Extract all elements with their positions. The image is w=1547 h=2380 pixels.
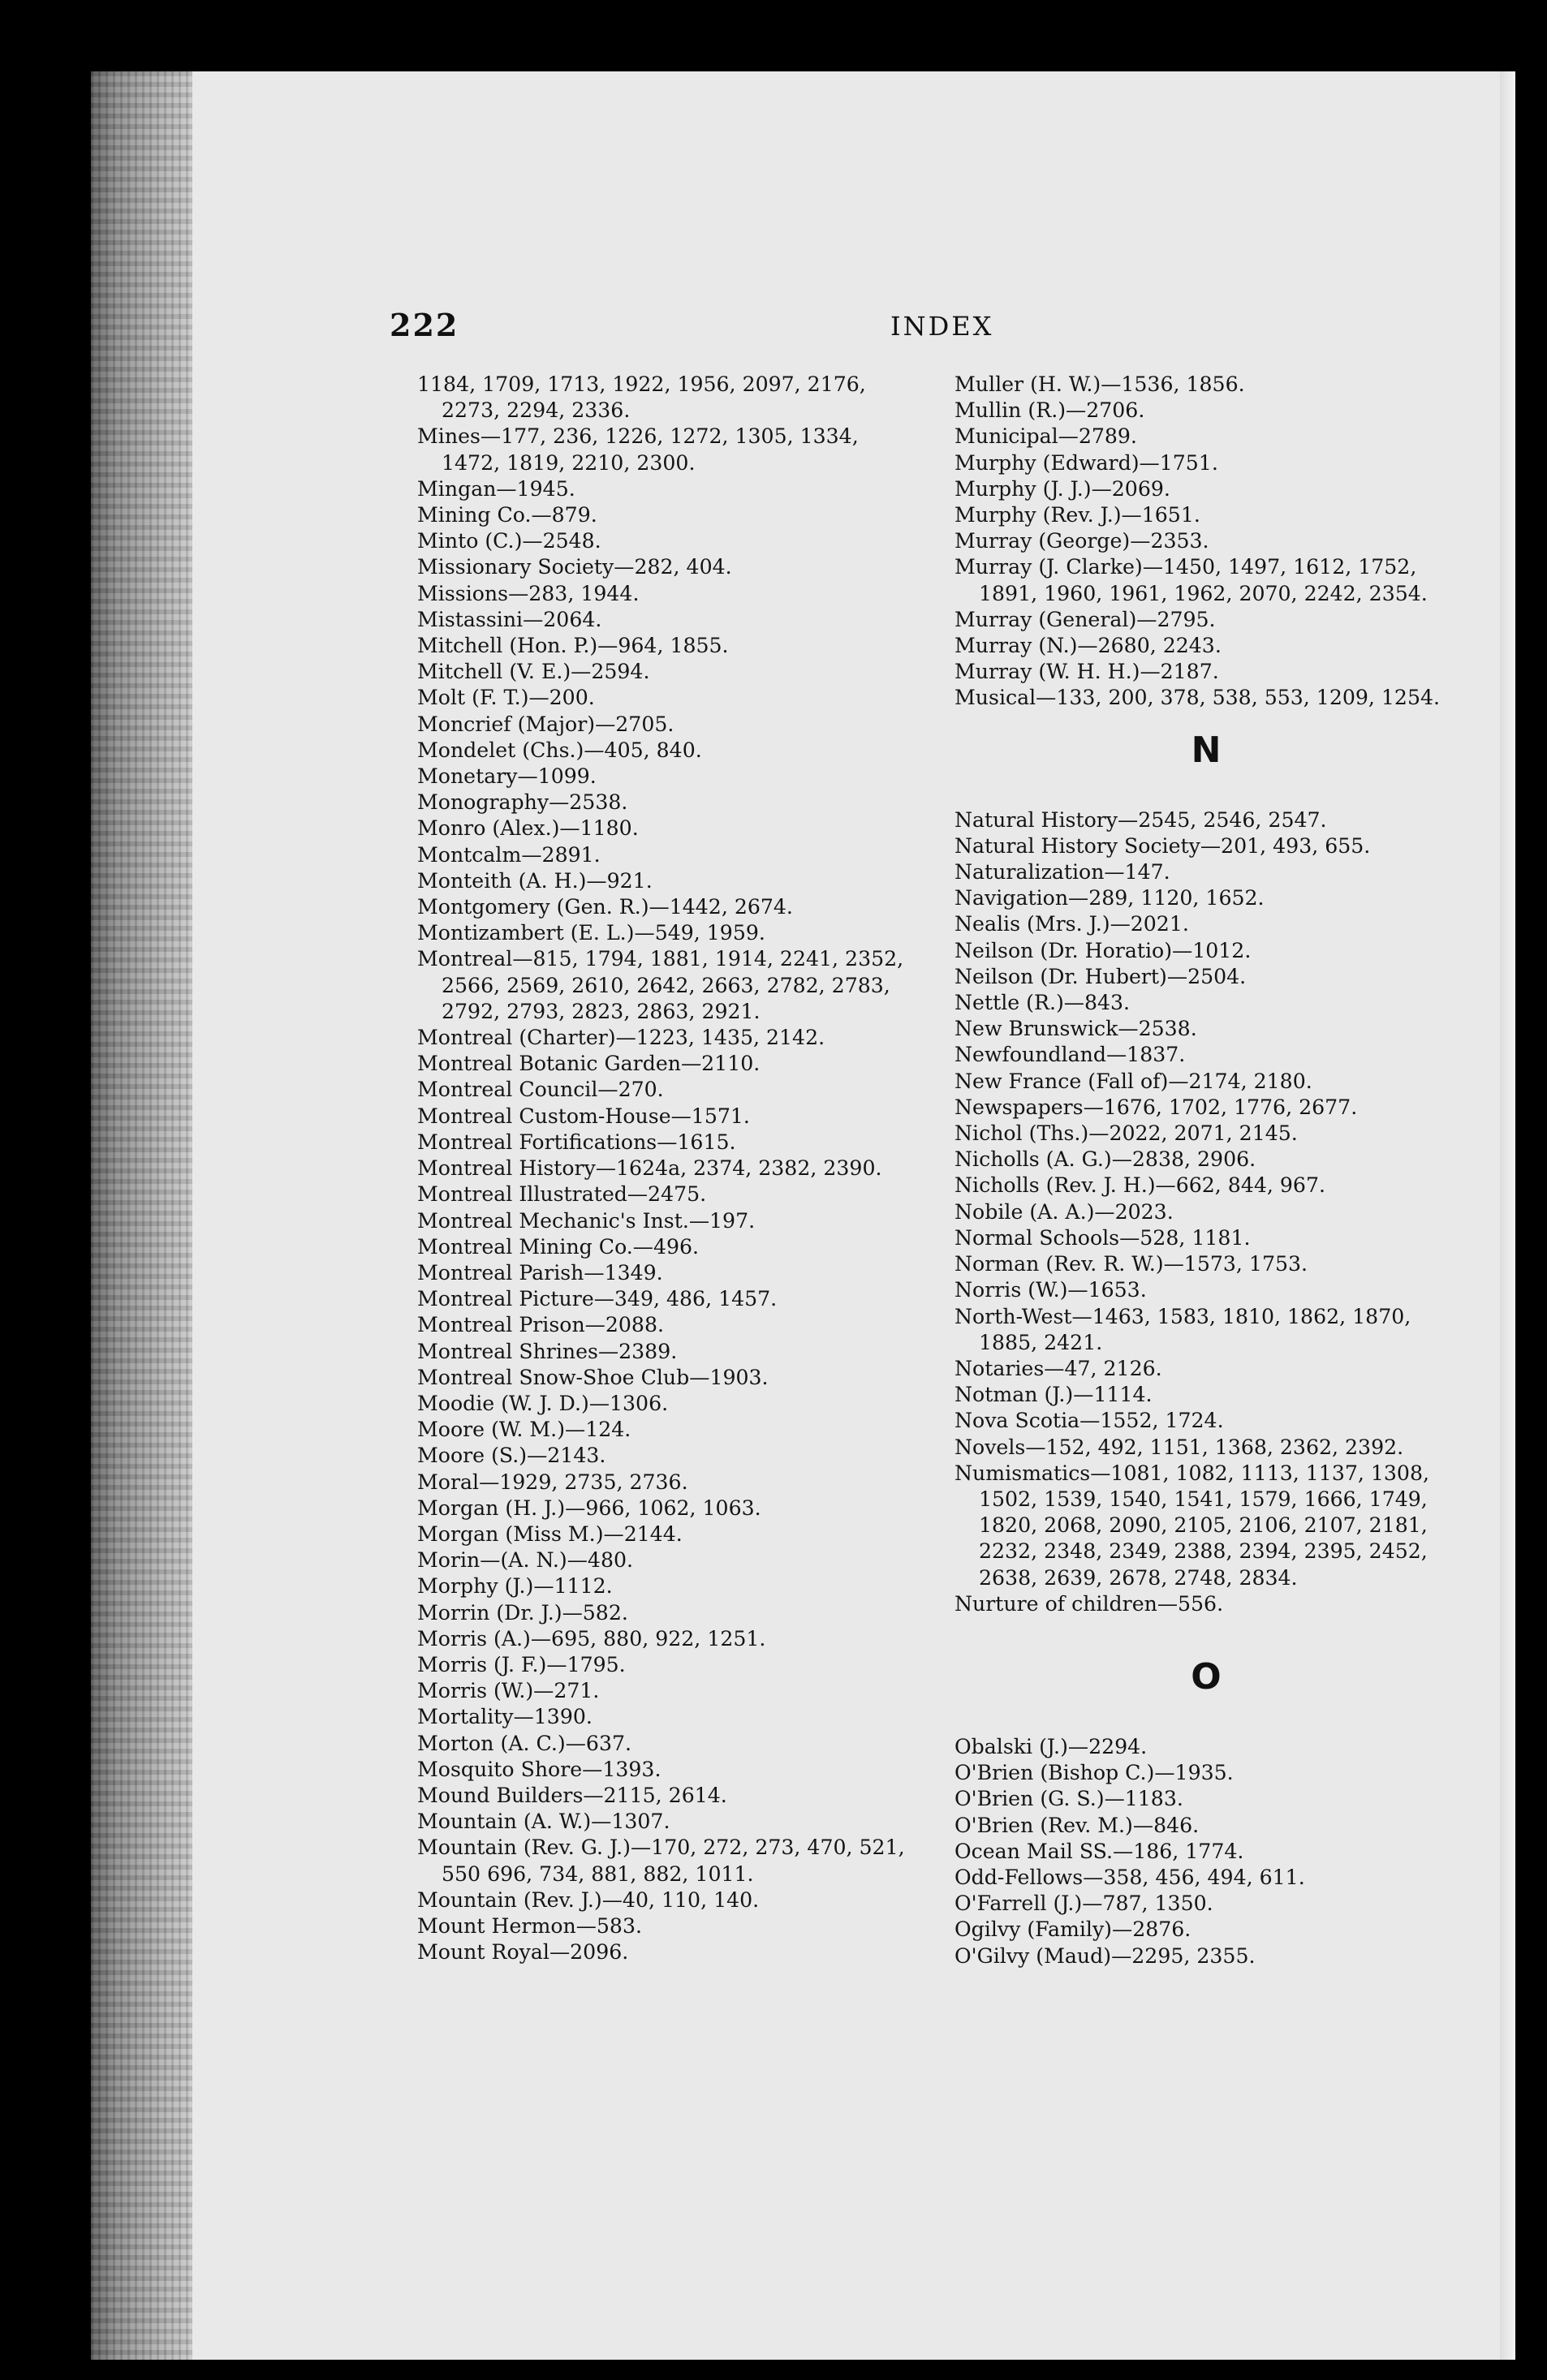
index-entry: Notaries—47, 2126. [954,1356,1162,1380]
index-entry: Obalski (J.)—2294. [954,1734,1148,1758]
index-entry: Montreal—815, 1794, 1881, 1914, 2241, 2352, 2566, 2569, 2610, 2642, 2663, 2782, 2783, 2792, 2793, 2823, 2863, 2921. [417,947,904,1023]
index-entry: Nettle (R.)—843. [954,991,1131,1015]
index-entry: Montreal Parish—1349. [417,1260,663,1285]
index-entry: Mines—177, 236, 1226, 1272, 1305, 1334, 1472, 1819, 2210, 2300. [417,424,859,475]
index-entry: Monetary—1099. [417,764,597,789]
index-entry: Morphy (J.)—1112. [417,1574,613,1599]
index-entry: Montreal Snow-Shoe Club—1903. [417,1365,769,1389]
page-number: 222 [390,307,459,343]
index-entry: Murphy (Rev. J.)—1651. [954,503,1200,527]
index-column-left [417,372,912,1965]
index-entry: Ocean Mail SS.—186, 1774. [954,1839,1244,1863]
index-entry: Odd-Fellows—358, 456, 494, 611. [954,1865,1305,1889]
index-entry: Mosquito Shore—1393. [417,1757,661,1781]
index-entry: Moore (W. M.)—124. [417,1418,631,1442]
index-entry: Newspapers—1676, 1702, 1776, 2677. [954,1095,1358,1119]
index-entry: Morris (J. F.)—1795. [417,1652,626,1676]
index-entry: Montreal Custom-House—1571. [417,1104,750,1128]
index-entry: Mount Hermon—583. [417,1913,642,1938]
section-n-entries [954,807,1458,1617]
index-entry: Murphy (Edward)—1751. [954,450,1218,475]
index-entry: Mondelet (Chs.)—405, 840. [417,738,702,762]
index-entry: Molt (F. T.)—200. [417,686,595,710]
index-entry: Moncrief (Major)—2705. [417,712,674,736]
index-entry: Mountain (A. W.)—1307. [417,1810,670,1834]
index-entry: Missions—283, 1944. [417,581,640,605]
index-entry: Moral—1929, 2735, 2736. [417,1470,688,1494]
index-entry: Nova Scotia—1552, 1724. [954,1409,1224,1433]
index-entry: Murray (W. H. H.)—2187. [954,660,1219,684]
index-entry: Montreal Mechanic's Inst.—197. [417,1208,756,1233]
index-entry: Mining Co.—879. [417,503,597,527]
index-entry: Novels—152, 492, 1151, 1368, 2362, 2392. [954,1435,1404,1459]
index-entry: Montreal Illustrated—2475. [417,1182,707,1207]
index-entry: Montcalm—2891. [417,842,601,867]
index-entry: Montreal Prison—2088. [417,1313,664,1337]
index-entry: Natural History—2545, 2546, 2547. [954,807,1327,832]
index-entry: Montreal Council—270. [417,1078,664,1102]
index-entry: Normal Schools—528, 1181. [954,1225,1251,1250]
index-entry: Mortality—1390. [417,1705,593,1729]
index-entry: Montizambert (E. L.)—549, 1959. [417,921,765,945]
index-entry: Nealis (Mrs. J.)—2021. [954,912,1189,936]
index-entry: Notman (J.)—1114. [954,1383,1153,1407]
index-entry: Morris (A.)—695, 880, 922, 1251. [417,1626,766,1651]
page-edge [1500,71,1515,2360]
index-entry: Muller (H. W.)—1536, 1856. [954,372,1245,396]
index-entry: Montreal Shrines—2389. [417,1339,678,1363]
index-entry: Morton (A. C.)—637. [417,1731,632,1755]
index-entry: Monro (Alex.)—1180. [417,816,639,841]
index-entry: New France (Fall of)—2174, 2180. [954,1069,1312,1093]
index-entry: Montreal Fortifications—1615. [417,1130,736,1154]
index-entry: O'Farrell (J.)—787, 1350. [954,1892,1213,1916]
index-entry: Mistassini—2064. [417,607,602,631]
index-entry: Mitchell (Hon. P.)—964, 1855. [417,634,729,658]
index-entry: Norris (W.)—1653. [954,1278,1147,1302]
index-entry: Murray (N.)—2680, 2243. [954,634,1222,658]
index-entry: Newfoundland—1837. [954,1043,1186,1067]
index-entry: Murphy (J. J.)—2069. [954,476,1170,501]
index-entry: Montreal History—1624a, 2374, 2382, 2390. [417,1156,882,1181]
index-entry: Morgan (H. J.)—966, 1062, 1063. [417,1496,761,1520]
section-letter-n: N [1191,729,1222,771]
right-entries [954,372,1458,712]
index-entry: Mitchell (V. E.)—2594. [417,660,650,684]
index-column-right [954,372,1458,1969]
index-entry: Municipal—2789. [954,424,1137,449]
index-entry: Montreal (Charter)—1223, 1435, 2142. [417,1026,825,1050]
index-entry: Nicholls (Rev. J. H.)—662, 844, 967. [954,1173,1325,1198]
section-o-entries [954,1734,1458,1969]
index-entry: Ogilvy (Family)—2876. [954,1917,1191,1942]
book-spine [91,71,192,2360]
index-entry: Murray (J. Clarke)—1450, 1497, 1612, 1752, 1891, 1960, 1961, 1962, 2070, 2242, 2354. [954,555,1428,605]
index-entry: Mingan—1945. [417,476,575,501]
index-entry: Neilson (Dr. Hubert)—2504. [954,964,1247,988]
index-entry: Nobile (A. A.)—2023. [954,1199,1174,1224]
index-entry: Murray (George)—2353. [954,529,1209,553]
index-entry: Mountain (Rev. J.)—40, 110, 140. [417,1887,760,1912]
index-entry: Nicholls (A. G.)—2838, 2906. [954,1147,1256,1172]
index-entry: North-West—1463, 1583, 1810, 1862, 1870, 1885, 2421. [954,1304,1411,1354]
index-entry: Mount Royal—2096. [417,1940,629,1965]
index-entry: Morgan (Miss M.)—2144. [417,1521,683,1546]
index-entry: Minto (C.)—2548. [417,529,601,553]
section-letter-o: O [1191,1655,1222,1698]
index-entry: Musical—133, 200, 378, 538, 553, 1209, 1254. [954,686,1441,710]
index-entry: O'Brien (Rev. M.)—846. [954,1813,1200,1837]
index-entry: Norman (Rev. R. W.)—1573, 1753. [954,1252,1308,1276]
index-entry: New Brunswick—2538. [954,1017,1197,1041]
index-entry: Neilson (Dr. Horatio)—1012. [954,938,1252,962]
index-entry: Morris (W.)—271. [417,1679,600,1703]
index-entry: Nurture of children—556. [954,1591,1224,1616]
index-entry: Mound Builders—2115, 2614. [417,1783,727,1807]
index-entry: Mountain (Rev. G. J.)—170, 272, 273, 470, 521, 550 696, 734, 881, 882, 1011. [417,1836,905,1886]
index-entry: Montgomery (Gen. R.)—1442, 2674. [417,895,793,919]
index-entry: Monography—2538. [417,790,628,815]
index-entry: Nichol (Ths.)—2022, 2071, 2145. [954,1121,1298,1146]
index-entry: Mullin (R.)—2706. [954,398,1145,423]
index-entry: 1184, 1709, 1713, 1922, 1956, 2097, 2176, 2273, 2294, 2336. [417,372,866,423]
index-entry: Monteith (A. H.)—921. [417,868,653,893]
index-entry: Numismatics—1081, 1082, 1113, 1137, 1308, 1502, 1539, 1540, 1541, 1579, 1666, 1749, 1820, 2068, 2090, 2105, 2106, 2107, 2181, 2232, 2348, 2349, 2388, 2394, 2395, 2452, 2638, 2639, 2678, 2748, 2834. [954,1461,1429,1590]
index-entry: O'Brien (G. S.)—1183. [954,1787,1183,1811]
index-entry: Moore (S.)—2143. [417,1444,606,1468]
index-entry: O'Gilvy (Maud)—2295, 2355. [954,1943,1256,1968]
index-entry: Montreal Botanic Garden—2110. [417,1052,761,1076]
index-entry: Morrin (Dr. J.)—582. [417,1600,628,1625]
index-entry: Moodie (W. J. D.)—1306. [417,1391,669,1415]
index-entry: Morin—(A. N.)—480. [417,1548,634,1573]
index-entry: Naturalization—147. [954,860,1170,884]
index-entry: O'Brien (Bishop C.)—1935. [954,1761,1234,1785]
index-entry: Montreal Picture—349, 486, 1457. [417,1287,778,1311]
index-entry: Missionary Society—282, 404. [417,555,732,579]
index-entry: Navigation—289, 1120, 1652. [954,886,1265,910]
index-entry: Murray (General)—2795. [954,607,1216,631]
index-entry: Natural History Society—201, 493, 655. [954,833,1371,858]
index-entry: Montreal Mining Co.—496. [417,1234,700,1259]
running-head: INDEX [890,311,994,342]
